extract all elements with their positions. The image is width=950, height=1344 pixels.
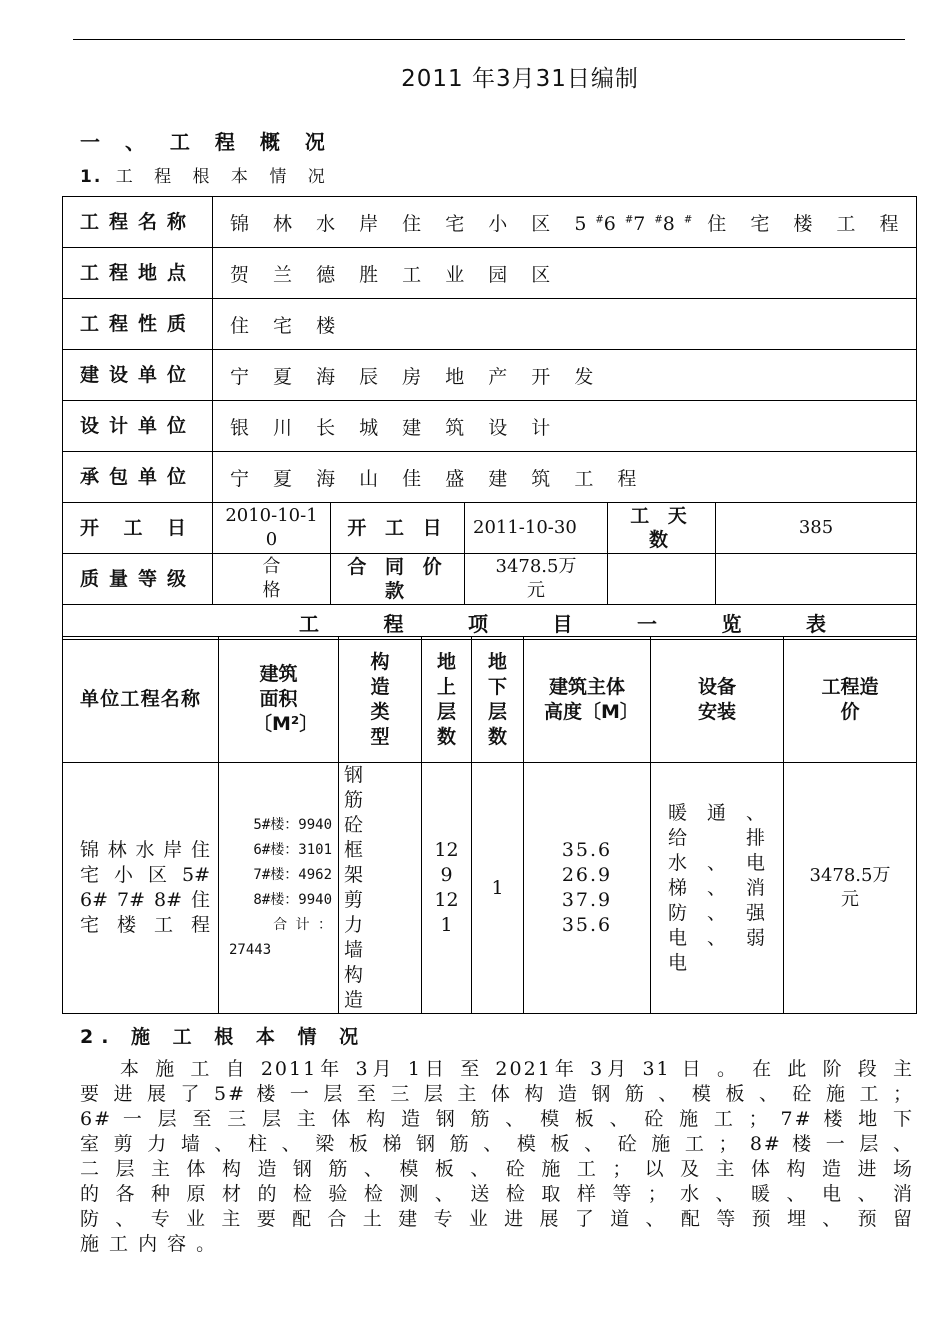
- paragraph-line: 的 各 种 原 材 的 检 验 检 测 、 送 检 取 样 等 ； 水 、 暖 、 电 、 消: [80, 1183, 914, 1205]
- empty-cell: [608, 554, 716, 605]
- area-line: 6#楼：3101: [253, 842, 332, 858]
- paragraph-line: 室 剪 力 墙 、 柱 、 梁 板 梯 钢 筋 、 模 板 、 砼 施 工 ； 8# 楼 一 层 、: [80, 1133, 914, 1155]
- label-designer: 设计单位: [63, 401, 213, 452]
- value-project-name: 锦 林 水 岸 住 宅 小 区 5#6#7#8# 住 宅 楼 工 程: [213, 197, 917, 248]
- construction-paragraph: [80, 1057, 914, 1257]
- label-project-name: 工程名称: [63, 197, 213, 248]
- value-end-date: 2011-10-30: [465, 503, 608, 554]
- area-line: 5#楼：9940: [253, 817, 332, 833]
- area-total-value: 27443: [229, 942, 272, 958]
- header-rule: [73, 39, 905, 40]
- value-designer: 银 川 长 城 建 筑 设 计: [213, 401, 917, 452]
- subtitle-text: 工 程 根 本 情 况: [115, 167, 333, 187]
- project-info-table: [62, 196, 917, 640]
- value-days: 385: [716, 503, 917, 554]
- paragraph-line: 本 施 工 自 2011年 3月 1日 至 2021年 3月 31 日 。 在 此 阶 段 主: [120, 1058, 914, 1080]
- cell-areas: [219, 763, 339, 1014]
- section-1-title: 一 、 工 程 概 况: [80, 130, 334, 154]
- header-structure: 构造类型: [339, 637, 422, 763]
- cell-floors-above: 12 9 12 1: [422, 763, 472, 1014]
- section-1-subtitle: [80, 162, 333, 187]
- value-start-date: 2010-10-10: [213, 503, 331, 554]
- cell-equipment: 暖 通 、 给 排 水 、 电 梯 、 消 防 、 强 电 、 弱 电: [651, 763, 784, 1014]
- paragraph-line: 施 工 内 容 。: [80, 1233, 218, 1255]
- label-days: 工 天 数: [608, 503, 716, 554]
- label-quality: 质量等级: [63, 554, 213, 605]
- empty-cell: [716, 554, 917, 605]
- value-contractor: 宁 夏 海 山 佳 盛 建 筑 工 程: [213, 452, 917, 503]
- value-price: 3478.5万元: [465, 554, 608, 605]
- paragraph-line: 要 进 展 了 5# 楼 一 层 至 三 层 主 体 构 造 钢 筋 、 模 板 、 砼 施 工 ；: [80, 1083, 914, 1105]
- area-line: 7#楼：4962: [253, 867, 332, 883]
- paragraph-line: 二 层 主 体 构 造 钢 筋 、 模 板 、 砼 施 工 ； 以 及 主 体 构 造 进 场: [80, 1158, 914, 1180]
- area-total-label: 合 计 ：: [273, 917, 332, 933]
- section-2-title: 2. 施 工 根 本 情 况: [80, 1026, 367, 1048]
- cell-structure: 钢 筋 砼 框 架 剪 力 墙 构 造: [339, 763, 422, 1014]
- header-equipment: 设备安装: [651, 637, 784, 763]
- header-area: 建筑面积〔M²〕: [219, 637, 339, 763]
- label-end-date: 开 工 日: [331, 503, 465, 554]
- cell-floors-below: 1: [472, 763, 524, 1014]
- cell-cost: 3478.5万元: [784, 763, 917, 1014]
- label-price: 合 同 价 款: [331, 554, 465, 605]
- paragraph-line: 6# 一 层 至 三 层 主 体 构 造 钢 筋 、 模 板 、 砼 施 工 ； 7# 楼 地 下: [80, 1108, 914, 1130]
- label-contractor: 承包单位: [63, 452, 213, 503]
- value-quality: 合格: [213, 554, 331, 605]
- header-floors-below: 地下层数: [472, 637, 524, 763]
- value-owner: 宁 夏 海 辰 房 地 产 开 发: [213, 350, 917, 401]
- area-line: 8#楼：9940: [253, 892, 332, 908]
- project-table-title: 工程项目一览表: [63, 605, 917, 640]
- label-start-date: 开工日: [63, 503, 213, 554]
- header-floors-above: 地上层数: [422, 637, 472, 763]
- paragraph-line: 防 、 专 业 主 要 配 合 土 建 专 业 进 展 了 道 、 配 等 预 埋 、 预 留: [80, 1208, 914, 1230]
- subtitle-number: 1.: [80, 167, 103, 187]
- cell-unit-name: 锦 林 水 岸 住 宅 小 区 5# 6# 7# 8# 住 宅 楼 工 程: [63, 763, 219, 1014]
- header-height: 建筑主体高度〔M〕: [524, 637, 651, 763]
- header-unit-name: 单位工程名称: [63, 637, 219, 763]
- value-nature: 住 宅 楼: [213, 299, 917, 350]
- header-cost: 工程造价: [784, 637, 917, 763]
- label-nature: 工程性质: [63, 299, 213, 350]
- project-list-table: [62, 636, 917, 1014]
- cell-heights: 35.6 26.9 37.9 35.6: [524, 763, 651, 1014]
- value-site: 贺 兰 德 胜 工 业 园 区: [213, 248, 917, 299]
- date-line: 2011 年3月31日编制: [401, 66, 639, 92]
- label-site: 工程地点: [63, 248, 213, 299]
- label-owner: 建设单位: [63, 350, 213, 401]
